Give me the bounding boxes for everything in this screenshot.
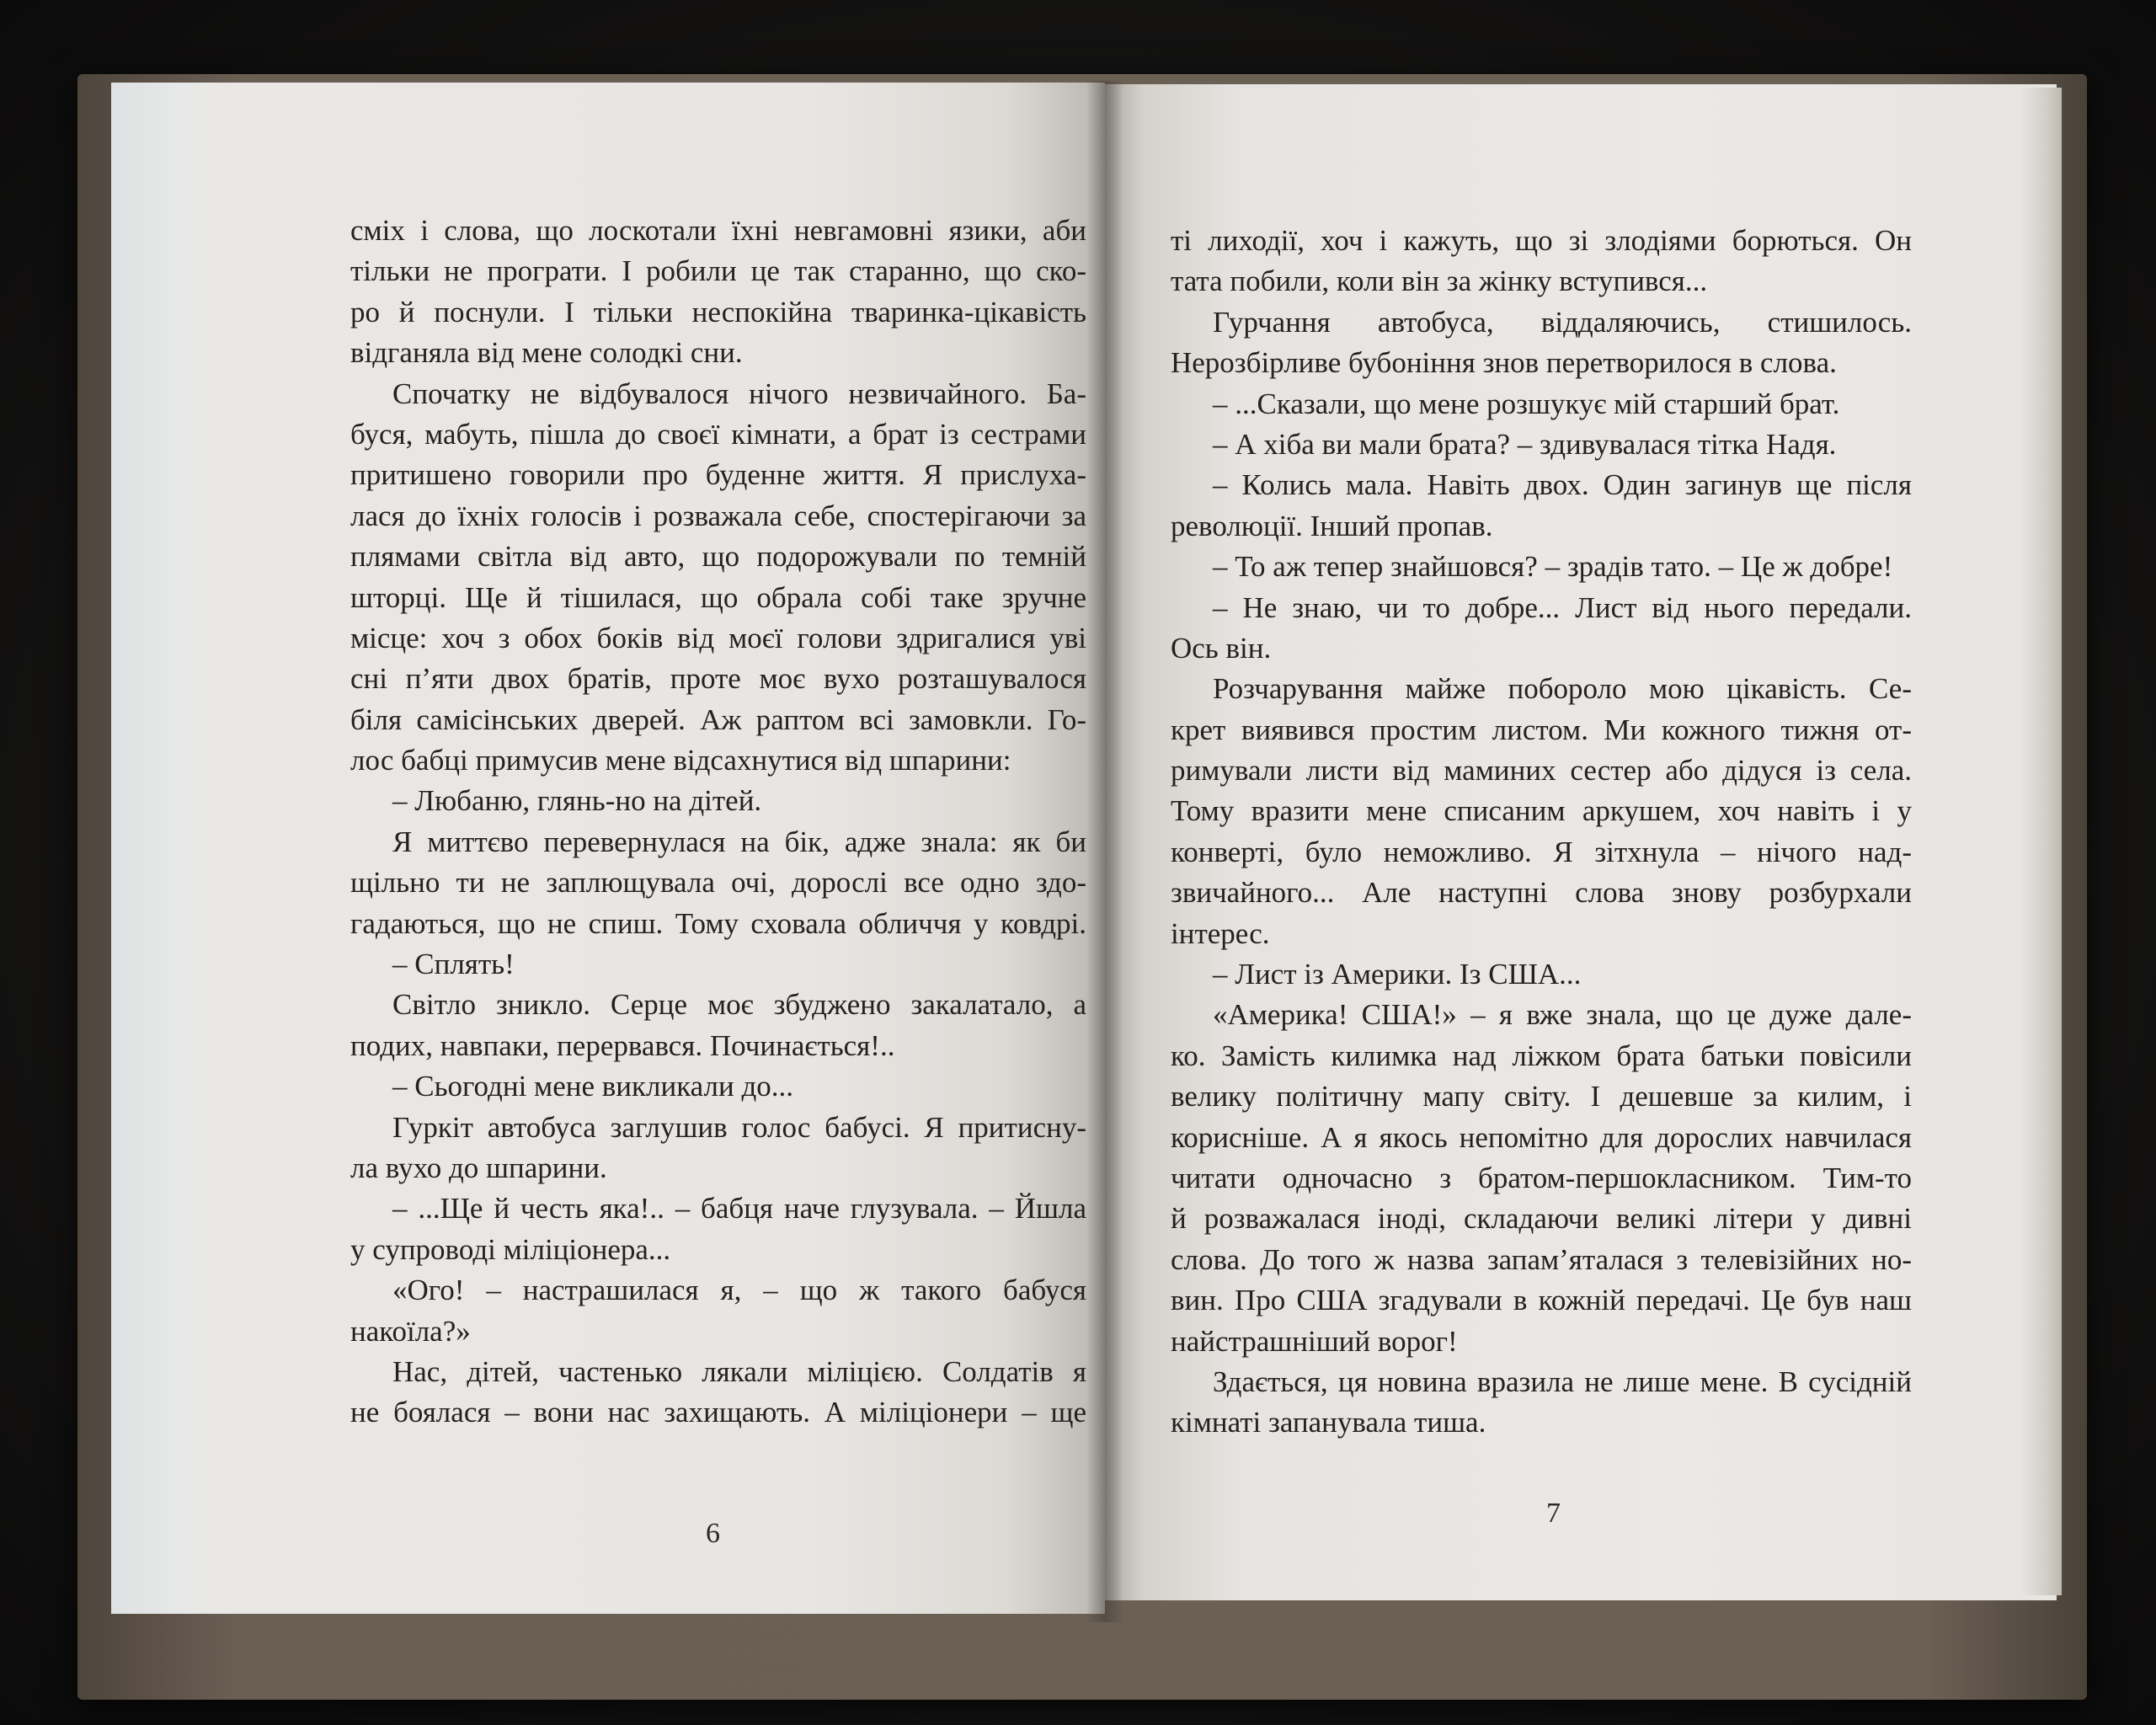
right-page-text-line: «Америка! США!» – я вже знала, що це дуже дале-	[1213, 998, 1912, 1032]
right-page-text-line: – Не знаю, чи то добре... Лист від нього передали.	[1213, 590, 1912, 624]
right-page-text-line: – То аж тепер знайшовся? – зрадів тато. – Це ж добре!	[1213, 550, 1893, 584]
right-page-text-line: Тому вразити мене списаним аркушем, хоч навіть і у	[1171, 794, 1912, 828]
left-page-text-line: лася до їхніх голосів і розважала себе, спостерігаючи за	[350, 499, 1086, 532]
right-page-text-line: слова. До того ж назва запам’яталася з телевізійних но-	[1171, 1242, 1912, 1276]
left-page-text-line: – Сьогодні мене викликали до...	[392, 1070, 794, 1103]
left-page-text-line: Я миттєво перевернулася на бік, адже знала: як би	[392, 825, 1086, 858]
left-page-edge	[111, 83, 212, 1614]
left-page-text-line: Нас, дітей, частенько лякали міліцією. Солдатів я	[392, 1354, 1086, 1388]
right-page-text-line: – Лист із Америки. Із США...	[1213, 958, 1582, 991]
left-page-text-line: Гуркіт автобуса заглушив голос бабусі. Я притисну-	[392, 1110, 1086, 1144]
right-page-text-line: Здається, ця новина вразила не лише мене. В сусідній	[1213, 1365, 1912, 1398]
right-page-text-line: ті лиходії, хоч і кажуть, що зі злодіями борються. Он	[1171, 224, 1912, 257]
right-page-text-line: крет виявився простим листом. Ми кожного тижня от-	[1171, 713, 1912, 746]
right-page-text	[1171, 221, 1912, 1444]
right-page-text-line: конверті, було неможливо. Я зітхнула – нічого над-	[1171, 835, 1912, 868]
left-page-text-line: подих, навпаки, перервався. Починається!..	[350, 1028, 895, 1062]
right-page-text-line: інтерес.	[1171, 916, 1270, 950]
left-page-text-line: плямами світла від авто, що подорожували по темній	[350, 540, 1086, 574]
left-page-text-line: притишено говорили про буденне життя. Я прислуха-	[350, 458, 1086, 492]
left-page-text-line: шторці. Ще й тішилася, що обрала собі таке зручне	[350, 580, 1086, 614]
left-page-text-line: «Ого! – настрашилася я, – що ж такого бабуся	[392, 1274, 1086, 1307]
right-page-text-line: й розважалася іноді, складаючи великі літери у дивні	[1171, 1202, 1912, 1236]
right-page-text-line: корисніше. А я якось непомітно для дорослих навчилася	[1171, 1120, 1912, 1154]
right-page-text-line: тата побили, коли він за жінку вступився...	[1171, 264, 1708, 298]
right-page-text-line: читати одночасно з братом-першокласником. Тим-то	[1171, 1161, 1912, 1194]
left-page-text-line: – ...Ще й честь яка!.. – бабця наче глузувала. – Йшла	[392, 1192, 1086, 1226]
left-page-text-line: у супроводі міліціонера...	[350, 1232, 671, 1266]
right-page-text-line: звичайного... Але наступні слова знову розбурхали	[1171, 876, 1912, 910]
left-page-text-line: Спочатку не відбувалося нічого незвичайного. Ба-	[392, 377, 1086, 410]
left-page-text-line: накоїла?»	[350, 1314, 471, 1348]
right-page-text-line: – ...Сказали, що мене розшукує мій старший брат.	[1213, 387, 1840, 420]
left-page-text-line: місце: хоч з обох боків від моєї голови здригалися уві	[350, 621, 1086, 654]
left-page-text-line: – Сплять!	[392, 948, 515, 981]
left-page-text-line: тільки не програти. І робили це так старанно, що ско-	[350, 254, 1086, 288]
right-page-text-line: Ось він.	[1171, 631, 1272, 665]
right-page-text-line: найстрашніший ворог!	[1171, 1324, 1458, 1358]
left-page-text-line: лос бабці примусив мене відсахнутися від шпарини:	[350, 744, 1011, 777]
right-page-text-line: римували листи від маминих сестер або дідуся із села.	[1171, 754, 1912, 788]
right-page-text-line: – А хіба ви мали брата? – здивувалася тітка Надя.	[1213, 427, 1837, 461]
left-page-text-line: – Любаню, глянь-но на дітей.	[392, 784, 762, 818]
left-page-text-line: щільно ти не заплющувала очі, дорослі все одно здо-	[350, 866, 1086, 900]
left-page-text-line: не боялася – вони нас захищають. А міліціонери – ще	[350, 1396, 1086, 1429]
left-page-text-line: відганяла від мене солодкі сни.	[350, 336, 743, 370]
right-page-text-line: велику політичну мапу світу. І дешевше за килим, і	[1171, 1080, 1912, 1114]
right-page-number: 7	[1546, 1498, 1561, 1529]
book-gutter	[1086, 81, 1123, 1622]
left-page-text-line: гадаються, що не спиш. Тому сховала обличчя у ковдрі.	[350, 906, 1086, 940]
left-page-number: 6	[706, 1518, 720, 1549]
right-page-text-line: – Колись мала. Навіть двох. Один загинув ще після	[1213, 468, 1912, 502]
left-page-text-line: буся, мабуть, пішла до своєї кімнати, а брат із сестрами	[350, 417, 1086, 451]
left-page-text-line: сні п’яти двох братів, проте моє вухо розташувалося	[350, 662, 1086, 696]
right-page-text-line: революції. Інший пропав.	[1171, 509, 1493, 542]
right-page-text-line: Гурчання автобуса, віддаляючись, стишилось.	[1213, 305, 1912, 339]
left-page-text-line: сміх і слова, що лоскотали їхні невгамовні язики, аби	[350, 214, 1086, 247]
left-page-text-line: ро й поснули. І тільки неспокійна тваринка-цікавість	[350, 295, 1086, 328]
right-page-text-line: Нерозбірливе бубоніння знов перетворилося в слова.	[1171, 346, 1837, 380]
right-page-text-line: ко. Замість килимка над ліжком брата батьки повісили	[1171, 1039, 1912, 1072]
right-page-text-line: кімнаті запанувала тиша.	[1171, 1406, 1486, 1439]
right-page-text-line: вин. Про США згадували в кожній передачі. Це був наш	[1171, 1284, 1912, 1317]
left-page-text	[350, 211, 1086, 1434]
left-page-text-line: біля самісінських дверей. Аж раптом всі замовкли. Го-	[350, 702, 1086, 736]
left-page-text-line: ла вухо до шпарини.	[350, 1151, 607, 1184]
right-page-edge	[2021, 88, 2062, 1595]
left-page-text-line: Світло зникло. Серце моє збуджено закалатало, а	[392, 988, 1086, 1022]
right-page-text-line: Розчарування майже поборолo мою цікавість. Се-	[1213, 672, 1912, 706]
